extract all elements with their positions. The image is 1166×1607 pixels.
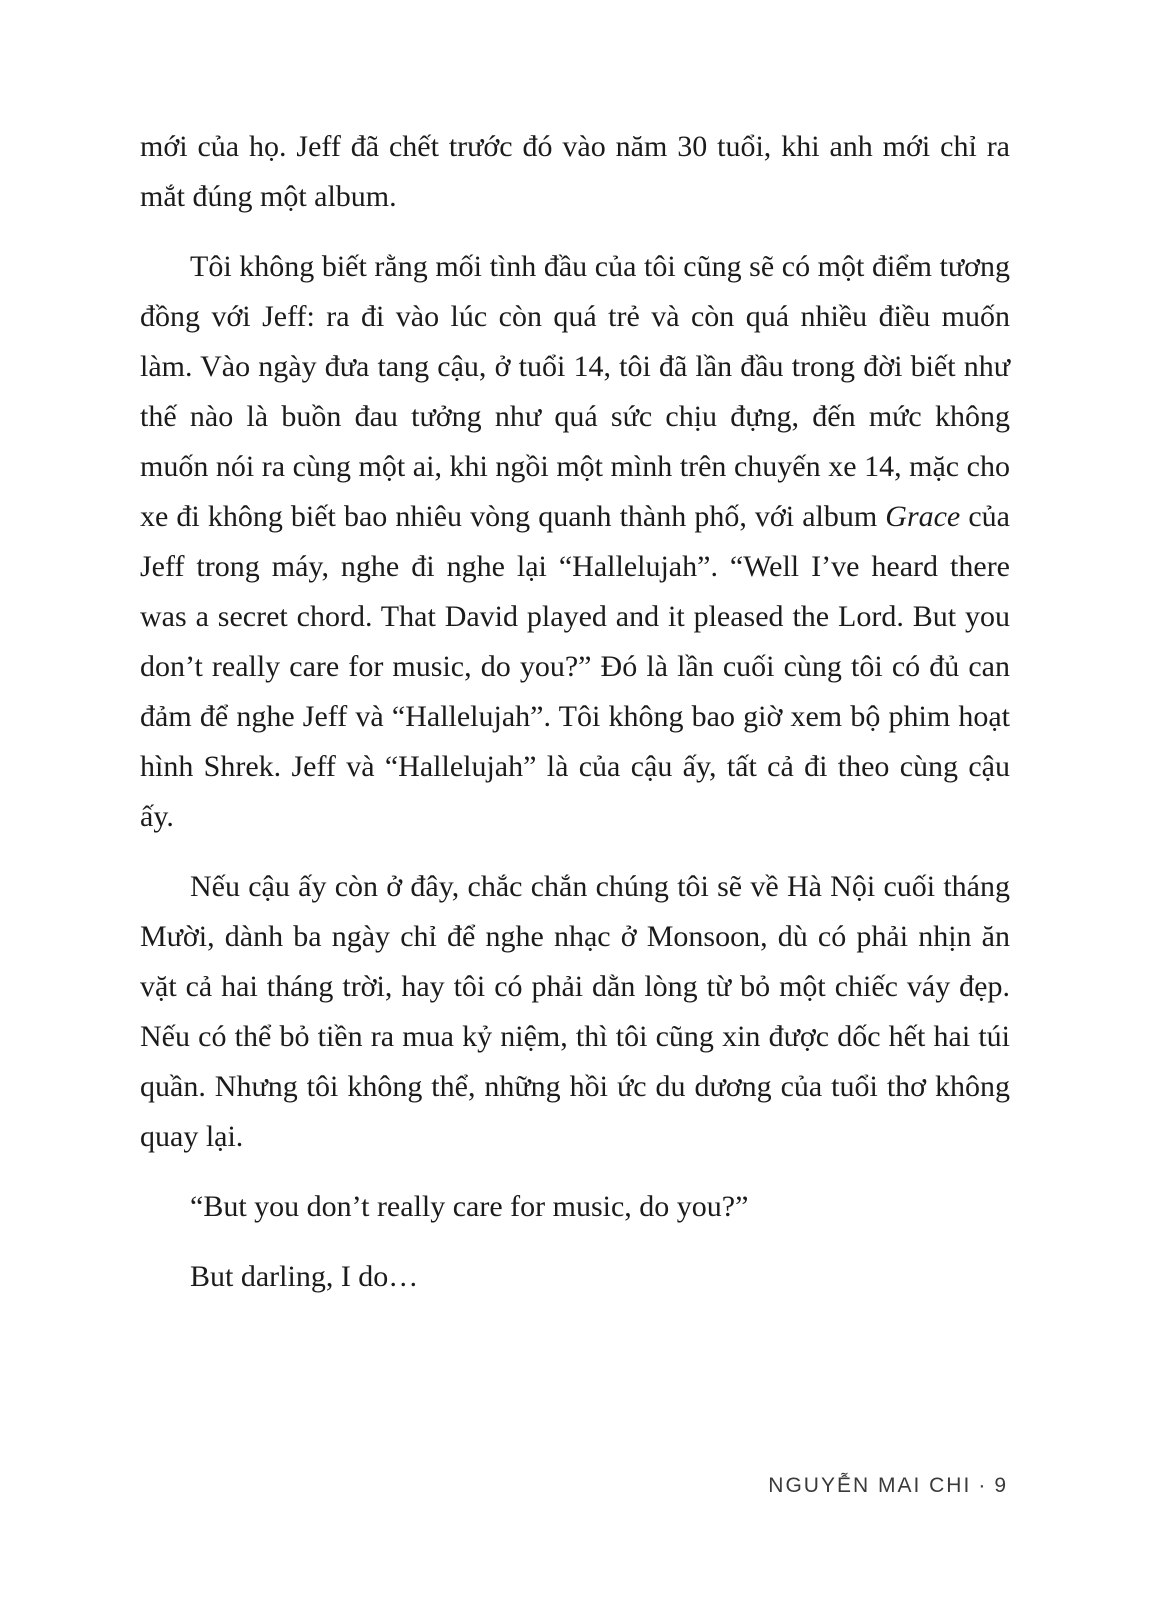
paragraph — [140, 122, 1010, 222]
text-segment: “But you don’t really care for music, do you?” — [190, 1190, 749, 1223]
body-text — [140, 122, 1010, 1302]
text-segment: Nếu cậu ấy còn ở đây, chắc chắn chúng tôi sẽ về Hà Nội cuối tháng Mười, dành ba ngày chỉ để nghe nhạc ở Monsoon, dù có phải nhịn ăn vặt cả hai tháng trời, hay tôi có phải dằn lòng từ bỏ một chiếc váy đẹp. Nếu có thể bỏ tiền ra mua kỷ niệm, thì tôi cũng xin được dốc hết hai túi quần. Nhưng tôi không thể, những hồi ức du dương của tuổi thơ không quay lại. — [140, 870, 1010, 1153]
italic-text: Grace — [885, 500, 961, 533]
footer-author: NGUYỄN MAI CHI — [768, 1474, 972, 1497]
footer-page-number: 9 — [994, 1474, 1008, 1497]
text-segment: của Jeff trong máy, nghe đi nghe lại “Hallelujah”. “Well I’ve heard there was a secret chord. That David played and it pleased the Lord. But you don’t really care for music, do you?” Đó là lần cuối cùng tôi có đủ can đảm để nghe Jeff và “Hallelujah”. Tôi không bao giờ xem bộ phim hoạt hình Shrek. Jeff và “Hallelujah” là của cậu ấy, tất cả đi theo cùng cậu ấy. — [140, 500, 1010, 833]
text-segment: But darling, I do… — [190, 1260, 419, 1293]
footer-separator: · — [978, 1474, 988, 1497]
paragraph — [140, 1182, 1010, 1232]
paragraph — [140, 862, 1010, 1162]
text-segment: Tôi không biết rằng mối tình đầu của tôi cũng sẽ có một điểm tương đồng với Jeff: ra đi vào lúc còn quá trẻ và còn quá nhiều điều muốn làm. Vào ngày đưa tang cậu, ở tuổi 14, tôi đã lần đầu trong đời biết như thế nào là buồn đau tưởng như quá sức chịu đựng, đến mức không muốn nói ra cùng một ai, khi ngồi một mình trên chuyến xe 14, mặc cho xe đi không biết bao nhiêu vòng quanh thành phố, với album — [140, 250, 1010, 533]
paragraph — [140, 242, 1010, 842]
page-footer — [768, 1474, 1008, 1498]
text-segment: mới của họ. Jeff đã chết trước đó vào năm 30 tuổi, khi anh mới chỉ ra mắt đúng một album. — [140, 130, 1010, 213]
paragraph — [140, 1252, 1010, 1302]
